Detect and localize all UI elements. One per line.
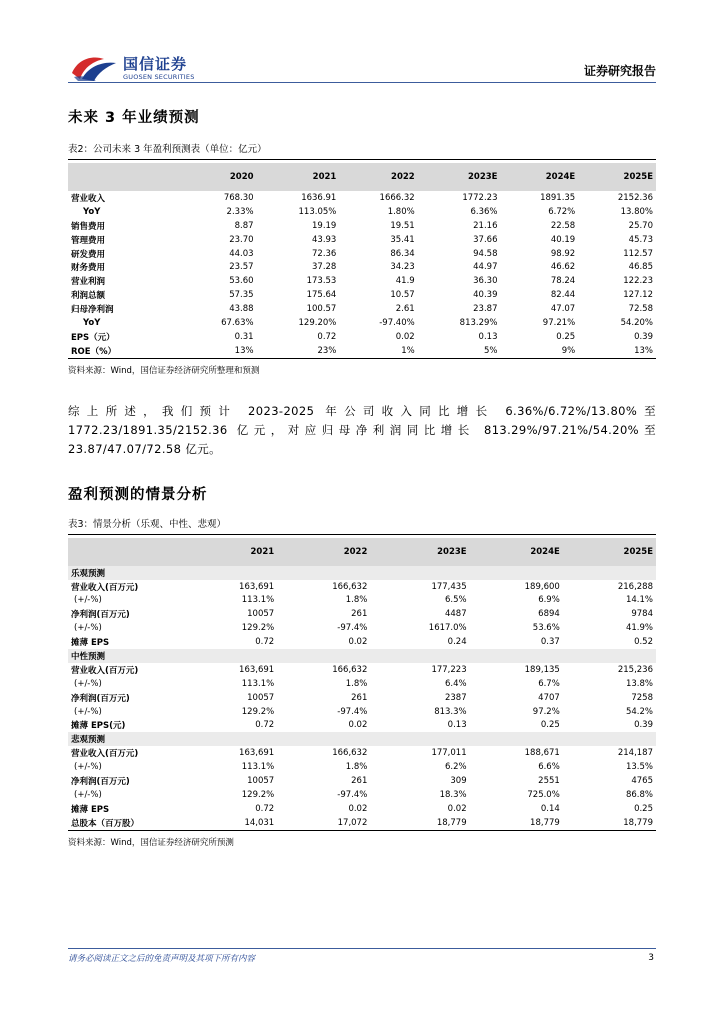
- row-label: ROE（%）: [68, 344, 184, 358]
- row-label: 营业利润: [71, 277, 106, 288]
- table-row: [68, 621, 656, 635]
- table-row: [68, 302, 656, 316]
- table-cell: 86.8%: [625, 789, 653, 800]
- table-cell: 46.85: [628, 262, 653, 273]
- table-cell: 23%: [257, 344, 340, 358]
- column-header: 2025E: [578, 163, 656, 191]
- row-label: 管理费用: [71, 235, 106, 246]
- disclaimer-text: 请务必阅读正文之后的免责声明及其项下所有内容: [68, 954, 256, 964]
- table-cell: 41.9%: [625, 623, 653, 634]
- table-cell: 25.70: [628, 220, 653, 231]
- table-cell: 0.02: [348, 803, 368, 814]
- table-row: [68, 330, 656, 344]
- table-cell: 23.57: [229, 262, 254, 273]
- table-cell: 82.44: [550, 290, 576, 301]
- row-label: (+/-%): [74, 595, 102, 606]
- table-cell: 309: [450, 775, 467, 786]
- table-cell: 2152.36: [617, 192, 653, 203]
- table-cell: 23.70: [229, 234, 254, 245]
- table-cell: 1.8%: [345, 762, 368, 773]
- table-cell: 13.8%: [625, 678, 653, 689]
- section-title-forecast: 未来 3 年业绩预测: [68, 110, 200, 126]
- table-cell: 261: [351, 609, 368, 620]
- empty-cell: [470, 649, 563, 663]
- row-label: 摊薄 EPS: [71, 638, 110, 649]
- table-cell: 215,236: [617, 664, 653, 675]
- table-row: [68, 802, 656, 816]
- empty-cell: [277, 649, 370, 663]
- table-row: [68, 580, 656, 594]
- table-header-row: [68, 163, 656, 191]
- table-cell: 1666.32: [379, 192, 415, 203]
- column-header: 2024E: [470, 538, 563, 566]
- table-cell: 0.02: [447, 803, 467, 814]
- table-cell: 0.72: [255, 803, 275, 814]
- table-cell: 13.5%: [625, 762, 653, 773]
- table-cell: 9784: [631, 609, 653, 620]
- table-cell: 129.2%: [241, 623, 275, 634]
- table-row: [68, 288, 656, 302]
- table-cell: 53.60: [229, 276, 254, 287]
- table-cell: 1.8%: [345, 678, 368, 689]
- table-cell: 34.23: [390, 262, 415, 273]
- row-label: EPS（元）: [71, 332, 115, 343]
- table-cell: 35.41: [390, 234, 415, 245]
- empty-cell: [563, 649, 656, 663]
- table-cell: 1.80%: [387, 206, 415, 217]
- row-label: 营业收入(百万元): [71, 665, 139, 676]
- table-cell: 113.05%: [298, 206, 337, 217]
- row-label: YoY: [83, 317, 101, 328]
- table-cell: 4487: [444, 609, 467, 620]
- scenario-name: 乐观预测: [68, 566, 184, 580]
- table-cell: 37.28: [312, 262, 337, 273]
- table-row: [68, 219, 656, 233]
- table-cell: 163,691: [239, 664, 275, 675]
- column-header: 2023E: [370, 538, 469, 566]
- table-cell: 54.20%: [620, 317, 653, 328]
- table-cell: 44.97: [473, 262, 498, 273]
- table2-caption-wrap: [68, 141, 656, 160]
- row-label: 净利润(百万元): [71, 776, 130, 787]
- table2-caption: 表2：公司未来 3 年盈利预测表（单位：亿元）: [68, 144, 267, 155]
- table-cell: 0.52: [634, 637, 653, 648]
- row-label: 归母净利润: [71, 305, 114, 316]
- table-cell: 261: [351, 692, 368, 703]
- company-logo: [70, 50, 200, 86]
- table-cell: 10057: [247, 775, 275, 786]
- table-cell: 189,135: [524, 664, 560, 675]
- column-header: 2022: [339, 163, 417, 191]
- table-cell: 19.19: [312, 220, 337, 231]
- table-cell: 6.36%: [470, 206, 498, 217]
- empty-cell: [370, 649, 469, 663]
- table-row: [68, 233, 656, 247]
- table-cell: 0.31: [234, 331, 254, 342]
- empty-cell: [470, 566, 563, 580]
- table-cell: 97.21%: [542, 317, 576, 328]
- table-cell: 129.20%: [298, 317, 337, 328]
- table-cell: 0.25: [634, 803, 653, 814]
- table-cell: 214,187: [617, 748, 653, 759]
- table-cell: 0.25: [556, 331, 576, 342]
- table-row: [68, 774, 656, 788]
- table-cell: 67.63%: [221, 317, 254, 328]
- column-header: 2021: [257, 163, 340, 191]
- table-cell: 7258: [631, 692, 653, 703]
- table-row: [68, 593, 656, 607]
- row-label: 摊薄 EPS(元): [71, 721, 126, 732]
- table-header-row: [68, 538, 656, 566]
- row-label: (+/-%): [74, 678, 102, 689]
- table-cell: 163,691: [239, 581, 275, 592]
- section-title-scenario: 盈利预测的情景分析: [68, 486, 208, 503]
- table-cell: 6.4%: [445, 678, 467, 689]
- empty-cell: [370, 566, 469, 580]
- table-cell: 45.73: [628, 234, 653, 245]
- table-cell: 0.72: [255, 720, 275, 731]
- table-cell: 0.13: [447, 720, 467, 731]
- table-cell: 2551: [538, 775, 560, 786]
- table-cell: 0.39: [634, 720, 653, 731]
- table-cell: 177,011: [431, 748, 467, 759]
- row-label: YoY: [83, 206, 101, 217]
- table-cell: 97.2%: [532, 706, 560, 717]
- table-cell: 4707: [538, 692, 560, 703]
- table-cell: 17,072: [277, 816, 370, 830]
- table-cell: 813.3%: [434, 706, 467, 717]
- table-cell: 5%: [418, 344, 501, 358]
- table-row: [68, 718, 656, 732]
- table-cell: 113.1%: [241, 678, 275, 689]
- table-cell: 6.5%: [445, 595, 467, 606]
- empty-cell: [563, 732, 656, 746]
- table-row: [68, 663, 656, 677]
- table-cell: 216,288: [617, 581, 653, 592]
- table-cell: 2387: [444, 692, 467, 703]
- table-row: [68, 788, 656, 802]
- empty-cell: [277, 732, 370, 746]
- table-cell: -97.40%: [379, 317, 415, 328]
- column-header: 2023E: [418, 163, 501, 191]
- row-label: (+/-%): [74, 789, 102, 800]
- table-cell: 166,632: [332, 664, 368, 675]
- table-cell: 6.2%: [445, 762, 467, 773]
- table-cell: 72.36: [312, 248, 337, 259]
- table-cell: 1772.23: [462, 192, 498, 203]
- guosen-logo-icon: [70, 53, 120, 83]
- table-cell: 94.58: [473, 248, 498, 259]
- table-cell: 13%: [578, 344, 656, 358]
- table-cell: 22.58: [550, 220, 576, 231]
- table-cell: 6.72%: [548, 206, 576, 217]
- table-cell: 8.87: [234, 220, 254, 231]
- table-cell: 23.87: [473, 304, 498, 315]
- table-cell: 175.64: [306, 290, 337, 301]
- table-row: [68, 746, 656, 760]
- table-cell: 13%: [184, 344, 257, 358]
- table-cell: 113.1%: [241, 595, 275, 606]
- brand-name: 国信证券: [123, 55, 188, 73]
- table-cell: 10057: [247, 609, 275, 620]
- row-label: 总股本（百万股）: [68, 816, 184, 830]
- empty-cell: [470, 732, 563, 746]
- table3-source: 资料来源：Wind，国信证券经济研究所预测: [68, 837, 234, 848]
- table-cell: 40.19: [550, 234, 576, 245]
- column-header: 2020: [184, 163, 257, 191]
- table-cell: 19.51: [390, 220, 415, 231]
- table-cell: 189,600: [524, 581, 560, 592]
- table3-caption: 表3：情景分析（乐观、中性、悲观）: [68, 518, 227, 530]
- table-cell: 21.16: [473, 220, 498, 231]
- row-label: 利润总额: [71, 291, 106, 302]
- table-cell: 813.29%: [459, 317, 498, 328]
- table-cell: 173.53: [306, 276, 337, 287]
- table-cell: -97.4%: [337, 789, 368, 800]
- report-type: 证券研究报告: [583, 64, 656, 78]
- table-cell: 0.24: [447, 637, 467, 648]
- table-cell: 112.57: [623, 248, 653, 259]
- table-cell: 41.9: [395, 276, 415, 287]
- table-cell: 177,223: [431, 664, 467, 675]
- table-cell: 0.25: [540, 720, 560, 731]
- table-cell: 4765: [631, 775, 653, 786]
- row-label: 销售费用: [71, 221, 106, 232]
- table-cell: 72.58: [628, 304, 653, 315]
- table-cell: 14,031: [184, 816, 277, 830]
- table-row: [68, 274, 656, 288]
- scenario-section-row: [68, 649, 656, 663]
- row-label: 营业收入(百万元): [71, 749, 139, 760]
- table-cell: 86.34: [390, 248, 415, 259]
- table-cell: 122.23: [623, 276, 653, 287]
- scenario-section-row: [68, 732, 656, 746]
- table-cell: 10057: [247, 692, 275, 703]
- table-cell: -97.4%: [337, 706, 368, 717]
- table-cell: 46.62: [550, 262, 576, 273]
- table-cell: 0.39: [634, 331, 653, 342]
- footer-divider: [68, 948, 656, 949]
- scenario-section-row: [68, 566, 656, 580]
- table-row: [68, 677, 656, 691]
- table-body: [68, 566, 656, 830]
- row-label: 财务费用: [71, 263, 106, 274]
- table-cell: 2.61: [395, 304, 415, 315]
- table-cell: 166,632: [332, 748, 368, 759]
- row-label: 研发费用: [71, 249, 106, 260]
- row-label: 摊薄 EPS: [71, 804, 110, 815]
- total-shares-row: [68, 816, 656, 830]
- table-row: [68, 705, 656, 719]
- table-cell: 13.80%: [620, 206, 653, 217]
- table-cell: 129.2%: [241, 706, 275, 717]
- table-cell: 10.57: [390, 290, 415, 301]
- empty-cell: [277, 566, 370, 580]
- table-cell: 44.03: [229, 248, 254, 259]
- table-row: [68, 191, 656, 205]
- table2-source: 资料来源：Wind，国信证券经济研究所整理和预测: [68, 365, 260, 376]
- table-cell: 18,779: [470, 816, 563, 830]
- brand-name-english: GUOSEN SECURITIES: [123, 73, 195, 81]
- table-row: [68, 760, 656, 774]
- table-body: [68, 191, 656, 358]
- scenario-name: 悲观预测: [68, 732, 184, 746]
- table-cell: 188,671: [524, 748, 560, 759]
- table-cell: 0.13: [478, 331, 498, 342]
- table-cell: 1%: [339, 344, 417, 358]
- table-cell: -97.4%: [337, 623, 368, 634]
- table-cell: 768.30: [223, 192, 254, 203]
- table-cell: 2.33%: [226, 206, 254, 217]
- table3-caption-wrap: [68, 516, 656, 535]
- table-cell: 18,779: [370, 816, 469, 830]
- earnings-forecast-table: [68, 163, 656, 359]
- table-cell: 6.6%: [538, 762, 560, 773]
- table-cell: 0.72: [255, 637, 275, 648]
- table-cell: 1636.91: [301, 192, 337, 203]
- table-cell: 40.39: [473, 290, 498, 301]
- table-cell: 725.0%: [527, 789, 560, 800]
- table-row: [68, 260, 656, 274]
- row-label: 营业收入: [71, 193, 106, 204]
- empty-cell: [184, 566, 277, 580]
- column-header: 2022: [277, 538, 370, 566]
- table-row: [68, 607, 656, 621]
- table-cell: 129.2%: [241, 789, 275, 800]
- table-cell: 163,691: [239, 748, 275, 759]
- table-row: [68, 691, 656, 705]
- column-header: 2025E: [563, 538, 656, 566]
- table-cell: 127.12: [623, 290, 653, 301]
- table-row: [68, 316, 656, 330]
- main-content: [68, 98, 656, 848]
- table-cell: 98.92: [550, 248, 576, 259]
- table-cell: 36.30: [473, 276, 498, 287]
- scenario-name: 中性预测: [68, 649, 184, 663]
- column-header: 2024E: [500, 163, 578, 191]
- row-label: 净利润(百万元): [71, 610, 130, 621]
- row-label: (+/-%): [74, 762, 102, 773]
- table-row: [68, 635, 656, 649]
- table-cell: 53.6%: [532, 623, 560, 634]
- table-cell: 0.72: [317, 331, 337, 342]
- table-cell: 18,779: [563, 816, 656, 830]
- page-header: [0, 0, 724, 90]
- scenario-analysis-table: [68, 538, 656, 831]
- row-label: 净利润(百万元): [71, 693, 130, 704]
- column-header: 2021: [184, 538, 277, 566]
- table-cell: 1891.35: [540, 192, 576, 203]
- row-label: 营业收入(百万元): [71, 582, 139, 593]
- table-cell: 18.3%: [439, 789, 467, 800]
- empty-cell: [184, 649, 277, 663]
- table-cell: 113.1%: [241, 762, 275, 773]
- table-cell: 0.02: [395, 331, 415, 342]
- table-cell: 43.93: [312, 234, 337, 245]
- table-cell: 0.02: [348, 637, 368, 648]
- table-cell: 6.9%: [538, 595, 560, 606]
- table-row: [68, 344, 656, 358]
- table-row: [68, 205, 656, 219]
- table-cell: 177,435: [431, 581, 467, 592]
- table-cell: 1617.0%: [428, 623, 467, 634]
- table-cell: 0.14: [540, 803, 560, 814]
- table-cell: 47.07: [550, 304, 576, 315]
- table-cell: 166,632: [332, 581, 368, 592]
- column-header: [68, 163, 184, 191]
- header-divider: [68, 82, 656, 83]
- table-cell: 14.1%: [625, 595, 653, 606]
- table-cell: 261: [351, 775, 368, 786]
- table-cell: 43.88: [229, 304, 254, 315]
- empty-cell: [184, 732, 277, 746]
- table-cell: 54.2%: [625, 706, 653, 717]
- table-cell: 9%: [500, 344, 578, 358]
- summary-paragraph: 综上所述，我们预计 2023-2025 年公司收入同比增长 6.36%/6.72%/13.80%至 1772.23/1891.35/2152.36 亿元，对应归母净利润同比增长 813.29%/97.21%/54.20%至 23.87/47.07/72.58 亿元。: [68, 403, 656, 456]
- table-cell: 6894: [538, 609, 560, 620]
- table-cell: 0.02: [348, 720, 368, 731]
- table-cell: 1.8%: [345, 595, 368, 606]
- page-number: 3: [648, 953, 654, 963]
- table-cell: 0.37: [540, 637, 560, 648]
- table-cell: 57.35: [229, 290, 254, 301]
- table-cell: 6.7%: [538, 678, 560, 689]
- row-label: (+/-%): [74, 623, 102, 634]
- column-header: [68, 538, 184, 566]
- row-label: (+/-%): [74, 706, 102, 717]
- table-row: [68, 247, 656, 261]
- table-cell: 78.24: [550, 276, 576, 287]
- table-cell: 37.66: [473, 234, 498, 245]
- empty-cell: [563, 566, 656, 580]
- table-cell: 100.57: [306, 304, 337, 315]
- empty-cell: [370, 732, 469, 746]
